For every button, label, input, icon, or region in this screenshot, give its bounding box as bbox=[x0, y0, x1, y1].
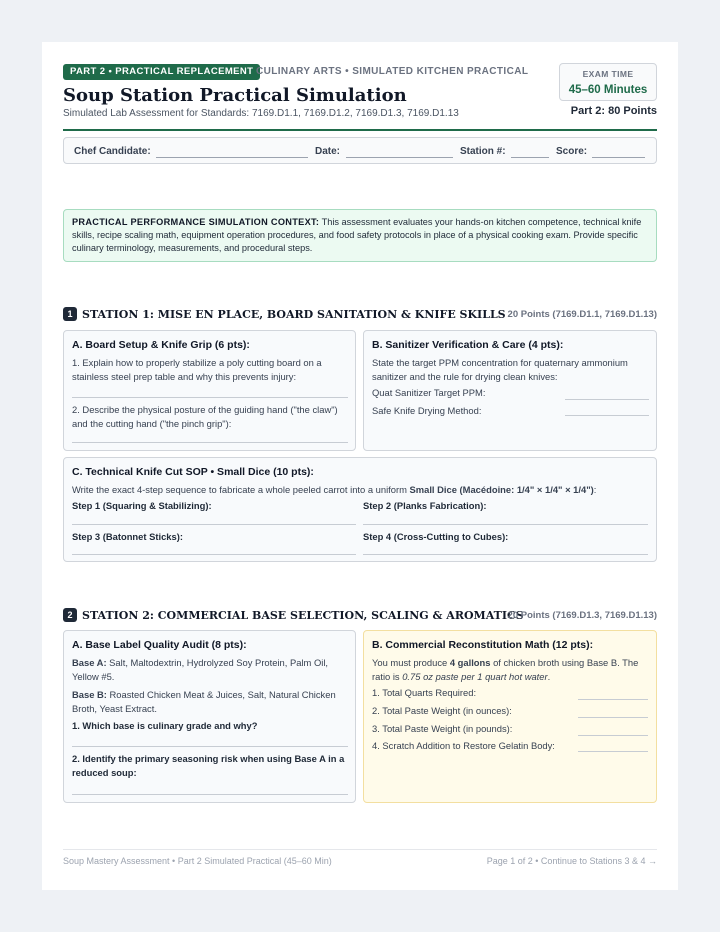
date-field[interactable] bbox=[346, 157, 453, 158]
card-a-question-2: 2. Describe the physical posture of the guiding hand ("the claw") and the cutting hand ("the pinch grip"): bbox=[72, 404, 338, 429]
step-1-field[interactable] bbox=[72, 524, 356, 525]
paste-ounces-field[interactable] bbox=[578, 717, 648, 718]
card-c-intro bbox=[72, 483, 648, 497]
exam-time-value: 45–60 Minutes bbox=[568, 84, 648, 96]
sanitizer-ppm-field[interactable] bbox=[565, 399, 649, 400]
station-1-points: 20 Points (7169.D1.1, 7169.D1.13) bbox=[507, 309, 657, 320]
chef-candidate-field[interactable] bbox=[156, 157, 308, 158]
step-4-label: Step 4 (Cross-Cutting to Cubes): bbox=[363, 531, 509, 542]
score-field[interactable] bbox=[592, 157, 645, 158]
station-2-title: STATION 2: COMMERCIAL BASE SELECTION, SCALING & AROMATICS bbox=[82, 609, 524, 622]
station-1-header bbox=[63, 307, 657, 323]
step-4-field[interactable] bbox=[363, 554, 648, 555]
exam-time-box bbox=[559, 63, 657, 101]
station-1-card-a bbox=[63, 330, 356, 451]
base-b-info bbox=[72, 688, 347, 716]
date-label: Date: bbox=[315, 146, 341, 157]
card-a-heading: A. Board Setup & Knife Grip (6 pts): bbox=[72, 339, 250, 351]
card-2b-ratio: 0.75 oz paste per 1 quart hot water bbox=[402, 671, 548, 682]
station-2-header bbox=[63, 608, 657, 624]
subject-label: CULINARY ARTS • SIMULATED KITCHEN PRACTICAL bbox=[256, 66, 529, 77]
card-a-question-1: 1. Explain how to properly stabilize a poly cutting board on a stainless steel prep table and why this prevents injury: bbox=[72, 357, 322, 382]
station-2-points: 20 Points (7169.D1.3, 7169.D1.13) bbox=[507, 610, 657, 621]
step-3-label: Step 3 (Batonnet Sticks): bbox=[72, 531, 183, 542]
station-1-card-b bbox=[363, 330, 657, 451]
card-2a-heading: A. Base Label Quality Audit (8 pts): bbox=[72, 639, 247, 651]
paste-ounces-label: 2. Total Paste Weight (in ounces): bbox=[372, 705, 512, 716]
card-2b-text bbox=[372, 656, 648, 684]
base-a-info bbox=[72, 656, 347, 684]
worksheet-page bbox=[42, 42, 678, 890]
card-b-text: State the target PPM concentration for quaternary ammonium sanitizer and the rule for drying clean knives: bbox=[372, 357, 628, 382]
page-title: Soup Station Practical Simulation bbox=[63, 85, 407, 106]
station-1-number: 1 bbox=[63, 307, 77, 321]
score-label: Score: bbox=[556, 146, 588, 157]
card-2b-heading: B. Commercial Reconstitution Math (12 pts): bbox=[372, 639, 594, 651]
part-points: Part 2: 80 Points bbox=[570, 105, 657, 117]
gelatin-addition-label: 4. Scratch Addition to Restore Gelatin Body: bbox=[372, 740, 555, 751]
gelatin-addition-field[interactable] bbox=[578, 751, 648, 752]
part-badge: PART 2 • PRACTICAL REPLACEMENT bbox=[63, 64, 260, 80]
station-1-title: STATION 1: MISE EN PLACE, BOARD SANITATION & KNIFE SKILLS bbox=[82, 308, 506, 321]
card-2b-text-1: You must produce bbox=[372, 657, 450, 668]
card-2b-gallons: 4 gallons bbox=[449, 657, 491, 668]
card-a-answer-1[interactable] bbox=[72, 397, 348, 398]
total-quarts-field[interactable] bbox=[578, 699, 648, 700]
station-2-card-a bbox=[63, 630, 356, 803]
step-3-field[interactable] bbox=[72, 554, 356, 555]
card-c-intro-text: Write the exact 4-step sequence to fabricate a whole peeled carrot into a uniform bbox=[72, 484, 410, 495]
card-2a-answer-1[interactable] bbox=[72, 746, 348, 747]
chef-candidate-label: Chef Candidate: bbox=[74, 146, 151, 157]
base-b-ingredients: Roasted Chicken Meat & Juices, Salt, Natural Chicken Broth, Yeast Extract. bbox=[72, 689, 336, 714]
total-quarts-label: 1. Total Quarts Required: bbox=[372, 687, 477, 698]
paste-pounds-label: 3. Total Paste Weight (in pounds): bbox=[372, 723, 513, 734]
candidate-info-row bbox=[63, 137, 657, 164]
page-subtitle: Simulated Lab Assessment for Standards: 7169.D1.1, 7169.D1.2, 7169.D1.3, 7169.D1.13 bbox=[63, 108, 459, 119]
footer-left: Soup Mastery Assessment • Part 2 Simulated Practical (45–60 Min) bbox=[63, 856, 332, 866]
context-label: PRACTICAL PERFORMANCE SIMULATION CONTEXT: bbox=[72, 217, 320, 227]
step-1-label: Step 1 (Squaring & Stabilizing): bbox=[72, 500, 212, 511]
exam-time-label: EXAM TIME bbox=[582, 69, 634, 79]
station-label: Station #: bbox=[460, 146, 506, 157]
station-1-card-c bbox=[63, 457, 657, 562]
paste-pounds-field[interactable] bbox=[578, 735, 648, 736]
card-2a-question-1: 1. Which base is culinary grade and why? bbox=[72, 720, 258, 731]
header bbox=[63, 63, 657, 131]
context-text: This assessment evaluates your hands-on kitchen competence, technical knife skills, recipe scaling math, equipment operation procedures, and food safety protocols in place of a physical cooking exam. Provide specific culinary terminology, measurements, and procedural steps. bbox=[72, 217, 642, 253]
footer-divider bbox=[63, 849, 657, 850]
card-2a-answer-2[interactable] bbox=[72, 794, 348, 795]
card-c-intro-end: : bbox=[593, 484, 597, 495]
card-b-heading: B. Sanitizer Verification & Care (4 pts): bbox=[372, 339, 564, 351]
station-2-number: 2 bbox=[63, 608, 77, 622]
footer-right: Page 1 of 2 • Continue to Stations 3 & 4 → bbox=[486, 856, 657, 866]
step-2-field[interactable] bbox=[363, 524, 648, 525]
card-c-heading: C. Technical Knife Cut SOP • Small Dice (10 pts): bbox=[72, 466, 314, 478]
context-box bbox=[63, 209, 657, 262]
card-2a-question-2: 2. Identify the primary seasoning risk when using Base A in a reduced soup: bbox=[72, 753, 345, 778]
card-2b-text-3: . bbox=[547, 671, 551, 682]
card-2b-text-2: of chicken broth using Base B. The ratio is bbox=[372, 657, 639, 682]
base-a-label: Base A: bbox=[72, 657, 107, 668]
knife-drying-label: Safe Knife Drying Method: bbox=[372, 405, 482, 416]
base-a-ingredients: Salt, Maltodextrin, Hydrolyzed Soy Protein, Palm Oil, Yellow #5. bbox=[72, 657, 329, 682]
sanitizer-ppm-label: Quat Sanitizer Target PPM: bbox=[372, 387, 486, 398]
station-2-card-b bbox=[363, 630, 657, 803]
card-c-intro-bold: Small Dice (Macédoine: 1/4" × 1/4" × 1/4") bbox=[409, 484, 594, 495]
card-a-answer-2[interactable] bbox=[72, 442, 348, 443]
knife-drying-field[interactable] bbox=[565, 415, 649, 416]
base-b-label: Base B: bbox=[72, 689, 107, 700]
step-2-label: Step 2 (Planks Fabrication): bbox=[363, 500, 487, 511]
station-field[interactable] bbox=[511, 157, 549, 158]
